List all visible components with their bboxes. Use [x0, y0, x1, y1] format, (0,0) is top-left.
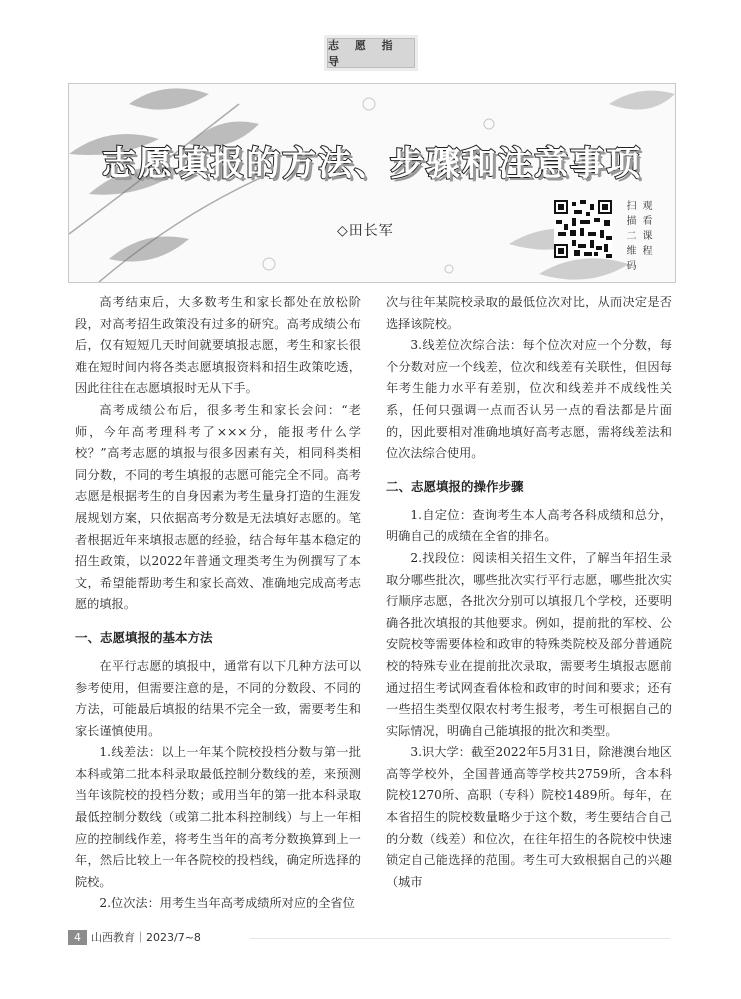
paragraph: 3.识大学：截至2022年5月31日，除港澳台地区高等学校外，全国普通高等学校共2759所，含本科院校1270所、高职（专科）院校1489所。每年，在本省招生的院校数量略少于这个数，考生要结合自己的分数（线差）和位次，在往年招生的各院校中快速锁定自己能选择的范围。考生可大致根据自己的兴趣（城市: [386, 745, 672, 889]
paragraph: 2.找段位：阅读相关招生文件，了解当年招生录取分哪些批次，哪些批次实行平行志愿，哪些批次实行顺序志愿，各批次分别可以填报几个学校，还要明确各批次填报的其他要求。例如，提前批的军校、公安院校等需要体检和政审的特殊类院校及部分普通院校的特殊专业在提前批次录取，需要考生填报志愿前通过招生考试网查看体检和政审的时间和要求；还有一些招生类型仅限农村考生报考，考生可根据自己的实际情况，明确自己能填报的批次和类型。: [386, 550, 672, 738]
qr-caption-watch: 观看课程: [640, 200, 651, 260]
column-tag: 志 愿 指 导: [327, 38, 415, 68]
paragraph: 次与往年某院校录取的最低位次对比，从而决定是否选择该院校。: [386, 295, 672, 331]
left-column: [75, 292, 361, 915]
publication-info: 山西教育｜2023/7~8: [91, 931, 201, 944]
page-footer: [68, 929, 201, 945]
paragraph: 高考成绩公布后，很多考生和家长会问：“老师，今年高考理科考了×××分，能报考什么学校？”高考志愿的填报与很多因素有关，相同科类相同分数，不同的考生填报的志愿可能完全不同。高考志愿是根据考生的自身因素为考生量身打造的生涯发展规划方案，只依据高考分数是无法填好志愿的。笔者根据近年来填报志愿的经验，结合每年基本稳定的招生政策，以2022年普通文理类考生为例撰写了本文，希望能帮助考生和家长高效、准确地完成高考志愿的填报。: [75, 402, 361, 612]
section-heading: 二、志愿填报的操作步骤: [386, 478, 524, 494]
paragraph: 高考结束后，大多数考生和家长都处在放松阶段，对高考招生政策没有过多的研究。高考成绩公布后，仅有短短几天时间就要填报志愿，考生和家长很难在短时间内将各类志愿填报资料和招生政策吃透，因此往往在志愿填报时无从下手。: [75, 295, 361, 396]
paragraph: 3.线差位次综合法：每个位次对应一个分数，每个分数对应一个线差，位次和线差有关联性，但因每年考生能力水平有差别，位次和线差并不成线性关系，任何只强调一点而否认另一点的看法都是片面的，因此要相对准确地填好高考志愿，需将线差法和位次法综合使用。: [386, 338, 672, 461]
page-number: 4: [68, 930, 87, 945]
qr-code-icon: [554, 200, 612, 258]
paragraph: 在平行志愿的填报中，通常有以下几种方法可以参考使用，但需要注意的是，不同的分数段、不同的方法，可能最后填报的结果不完全一致，需要考生和家长谨慎使用。: [75, 658, 361, 738]
article-title: 志愿填报的方法、步骤和注意事项: [102, 144, 642, 184]
right-column: [386, 292, 672, 893]
author-name: ◇田长军: [337, 223, 394, 239]
paragraph: 1.自定位：查询考生本人高考各科成绩和总分，明确自己的成绩在全省的排名。: [386, 507, 672, 544]
footer-divider: [250, 938, 670, 939]
qr-caption-scan: 扫描二维码: [624, 200, 635, 275]
article-header: [68, 83, 676, 283]
paragraph: 2.位次法：用考生当年高考成绩所对应的全省位: [99, 896, 355, 911]
paragraph: 1.线差法：以上一年某个院校投档分数与第一批本科或第二批本科录取最低控制分数线的差，来预测当年该院校的投档分数；或用当年的第一批本科录取最低控制分数线（或第二批本科控制线）与上一年相应的控制线作差，将考生当年的高考分数换算到上一年，然后比较上一年各院校的投档线，确定所选择的院校。: [75, 745, 361, 889]
section-heading: 一、志愿填报的基本方法: [75, 629, 213, 645]
